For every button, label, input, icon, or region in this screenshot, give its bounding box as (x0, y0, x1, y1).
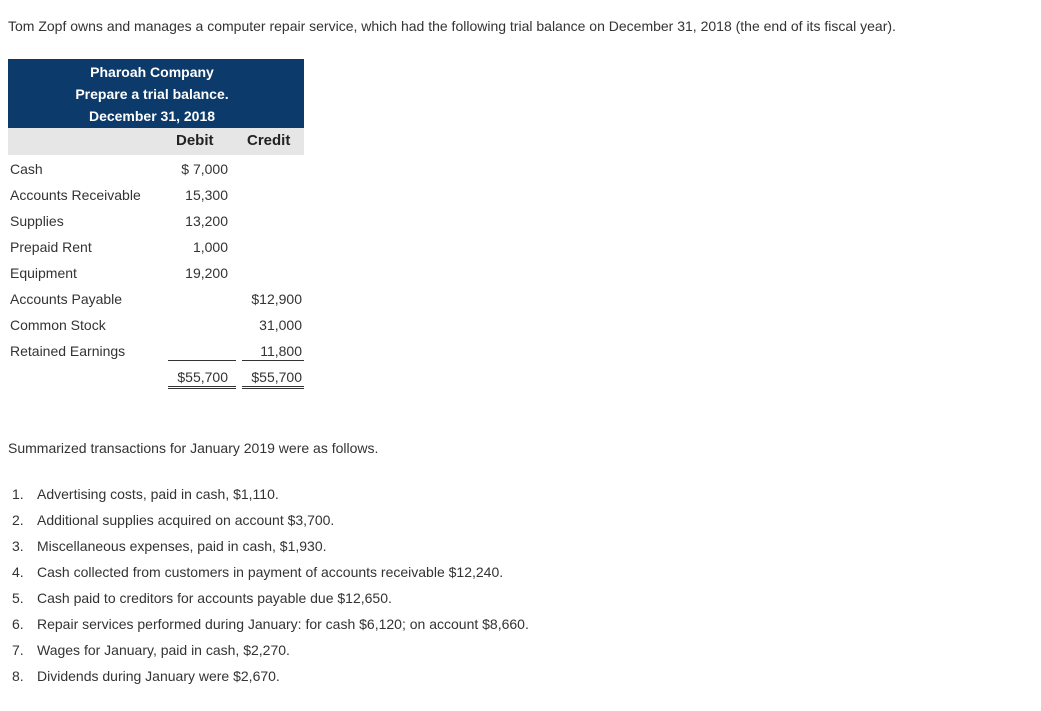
list-item (8, 485, 529, 511)
list-item (8, 563, 529, 589)
table-row (8, 290, 304, 310)
account-name: Common Stock (10, 317, 106, 333)
debit-header: Debit (176, 132, 214, 149)
transaction-list (8, 485, 529, 693)
item-text: Cash collected from customers in payment of accounts receivable $12,240. (37, 564, 504, 580)
credit-value: 11,800 (260, 343, 302, 359)
summary-text: Summarized transactions for January 2019 were as follows. (8, 440, 379, 456)
credit-header: Credit (247, 132, 291, 149)
table-row (8, 186, 304, 206)
table-row (8, 160, 304, 180)
list-item (8, 537, 529, 563)
list-item (8, 511, 529, 537)
debit-subtotal-rule (168, 360, 236, 361)
intro-text: Tom Zopf owns and manages a computer repair service, which had the following trial balance on December 31, 2018 (the end of its fiscal year). (8, 18, 896, 34)
table-row (8, 264, 304, 284)
table-row (8, 316, 304, 336)
account-name: Cash (10, 161, 43, 177)
item-number: 8. (12, 668, 24, 684)
debit-value: 19,200 (185, 265, 228, 281)
company-name: Pharoah Company (90, 64, 214, 80)
item-text: Repair services performed during January: for cash $6,120; on account $8,660. (37, 616, 529, 632)
trial-balance-header (8, 59, 304, 128)
totals-row (8, 368, 304, 388)
debit-value: 15,300 (185, 187, 228, 203)
item-number: 7. (12, 642, 24, 658)
table-row (8, 238, 304, 258)
table-row (8, 212, 304, 232)
item-number: 5. (12, 590, 24, 606)
item-text: Dividends during January were $2,670. (37, 668, 280, 684)
statement-title: Prepare a trial balance. (75, 86, 229, 102)
account-name: Retained Earnings (10, 343, 126, 359)
list-item (8, 615, 529, 641)
debit-value: 13,200 (185, 213, 228, 229)
list-item (8, 641, 529, 667)
item-number: 3. (12, 538, 24, 554)
credit-subtotal-rule (242, 360, 304, 361)
credit-total-double-rule (242, 386, 304, 389)
list-item (8, 589, 529, 615)
account-name: Supplies (10, 213, 64, 229)
item-text: Additional supplies acquired on account $3,700. (37, 512, 335, 528)
item-number: 6. (12, 616, 24, 632)
total-credit: $55,700 (251, 369, 302, 385)
total-debit: $55,700 (177, 369, 228, 385)
debit-value: $ 7,000 (181, 161, 228, 177)
item-text: Miscellaneous expenses, paid in cash, $1,930. (37, 538, 327, 554)
item-number: 1. (12, 486, 24, 502)
item-number: 2. (12, 512, 24, 528)
account-name: Accounts Payable (10, 291, 123, 307)
item-text: Wages for January, paid in cash, $2,270. (37, 642, 290, 658)
debit-total-double-rule (168, 386, 236, 389)
debit-value: 1,000 (192, 239, 228, 255)
credit-value: 31,000 (259, 317, 302, 333)
item-text: Advertising costs, paid in cash, $1,110. (37, 486, 279, 502)
column-headers (8, 128, 304, 155)
item-number: 4. (12, 564, 24, 580)
item-text: Cash paid to creditors for accounts payable due $12,650. (37, 590, 392, 606)
statement-date: December 31, 2018 (88, 108, 216, 124)
list-item (8, 667, 529, 693)
credit-value: $12,900 (251, 291, 302, 307)
trial-balance-table (8, 59, 304, 385)
account-name: Equipment (10, 265, 77, 281)
account-name: Accounts Receivable (10, 187, 141, 203)
table-row (8, 342, 304, 362)
account-name: Prepaid Rent (10, 239, 92, 255)
